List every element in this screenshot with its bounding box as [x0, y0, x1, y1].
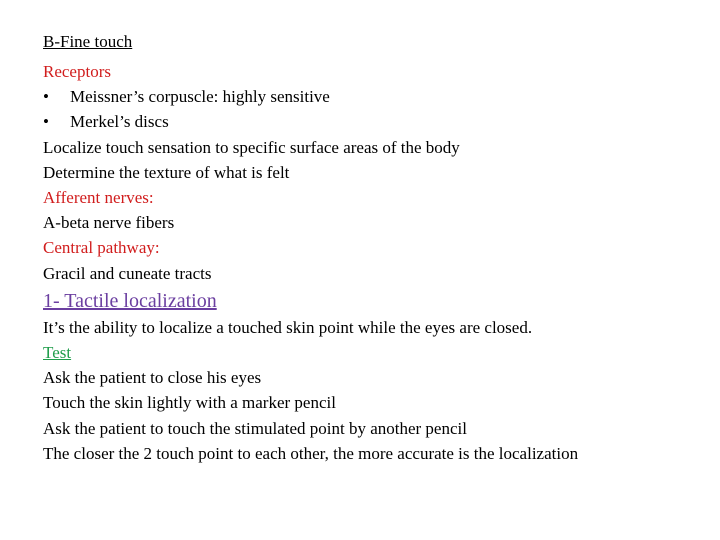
test-step: The closer the 2 touch point to each other, the more accurate is the localization — [43, 443, 579, 463]
receptor-item-text: Merkel’s discs — [70, 112, 169, 132]
test-step: Touch the skin lightly with a marker pencil — [43, 393, 336, 413]
body-line: Localize touch sensation to specific surface areas of the body — [43, 137, 460, 157]
central-value: Gracil and cuneate tracts — [43, 263, 212, 283]
bullet-icon: • — [43, 112, 49, 132]
receptor-item — [43, 109, 703, 134]
slide-title: B-Fine touch — [43, 32, 133, 51]
slide-content — [43, 30, 703, 466]
afferent-value: A-beta nerve fibers — [43, 213, 175, 233]
receptors-label: Receptors — [43, 62, 111, 81]
body-line: Determine the texture of what is felt — [43, 162, 290, 182]
bullet-icon: • — [43, 87, 49, 107]
test-label: Test — [43, 343, 72, 363]
test-step: Ask the patient to close his eyes — [43, 368, 262, 388]
afferent-label: Afferent nerves: — [43, 188, 154, 208]
central-label: Central pathway: — [43, 238, 160, 258]
section-heading: 1- Tactile localization — [43, 289, 217, 312]
receptor-item — [43, 84, 703, 109]
definition-line: It’s the ability to localize a touched skin point while the eyes are closed. — [43, 317, 533, 337]
test-step: Ask the patient to touch the stimulated point by another pencil — [43, 418, 467, 438]
receptor-item-text: Meissner’s corpuscle: highly sensitive — [70, 87, 330, 107]
